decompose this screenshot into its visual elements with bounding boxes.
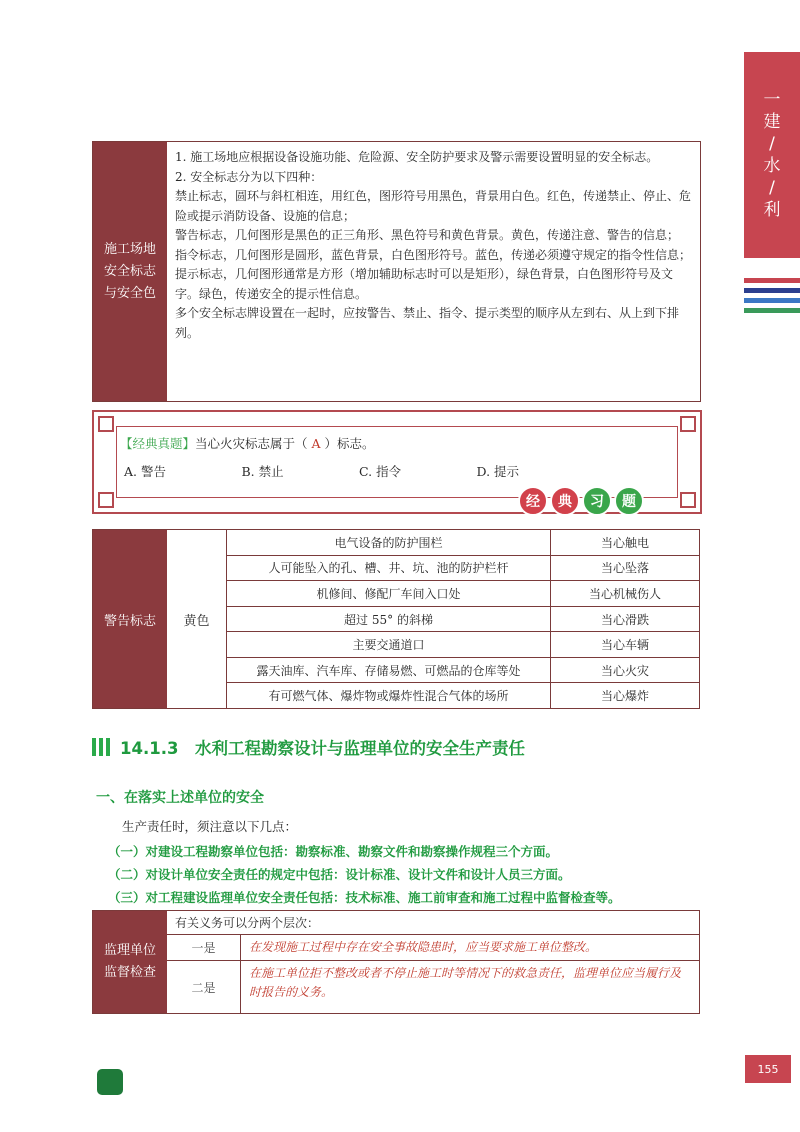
sign-cell: 当心滑跌 <box>600 612 649 627</box>
body-line: 警告标志，几何图形是黑色的正三角形、黑色符号和黄色背景。黄色，传递注意、警告的信息； <box>175 228 680 242</box>
heading-bars-icon <box>92 738 110 756</box>
sign-cell: 当心爆炸 <box>600 689 649 704</box>
paragraph: 生产责任时，须注意以下几点： <box>122 819 298 834</box>
badge-char: 典 <box>550 486 580 516</box>
sign-cell: 当心机械伤人 <box>588 586 661 601</box>
section-title: 14.1.3 水利工程勘察设计与监理单位的安全生产责任 <box>120 739 525 758</box>
stripe <box>744 278 800 283</box>
body-line: 指令标志，几何图形是圆形，蓝色背景，白色图形符号。蓝色，传递必须遵守规定的指令性信息； <box>175 247 692 262</box>
color-cell: 黄色 <box>167 530 227 708</box>
list-item: （一）对建设工程勘察单位包括：勘察标准、勘察文件和勘察操作规程三个方面。 <box>108 844 559 859</box>
body-line: 禁止标志，圆环与斜杠相连，用红色，图形符号用黑色，背景用白色。红色，传递禁止、停止、危险或提示消防设备、设施的信息； <box>175 189 692 223</box>
body-line: 提示标志，几何图形通常是方形（增加辅助标志时可以是矩形），绿色背景，白色图形符号及文字。绿色，传递安全的提示性信息。 <box>175 267 674 301</box>
option: B. 禁止 <box>241 464 284 479</box>
badge-char: 经 <box>518 486 548 516</box>
question-pre: 当心火灾标志属于（ <box>195 436 308 451</box>
sign-cell: 当心火灾 <box>600 663 649 678</box>
label-line: 监理单位 <box>103 943 156 958</box>
body-line: 1. 施工场地应根据设备设施功能、危险源、安全防护要求及警示需要设置明显的安全标志。 <box>175 150 659 164</box>
table-row <box>227 683 699 708</box>
exam-question-box <box>92 410 702 514</box>
answer: A <box>307 436 325 451</box>
publisher-logo-icon <box>97 1069 123 1095</box>
sign-cell: 当心车辆 <box>600 638 649 653</box>
option: A. 警告 <box>124 464 166 479</box>
frame-corner <box>98 492 114 508</box>
table-label <box>93 142 167 401</box>
table-label: 警告标志 <box>93 530 167 708</box>
question-tag: 【经典真题】 <box>120 436 196 451</box>
frame-corner <box>680 492 696 508</box>
supervision-table <box>92 910 700 1014</box>
table-label <box>93 911 167 1013</box>
level-text: 在发现施工过程中存在安全事故隐患时，应当要求施工单位整改。 <box>249 940 598 954</box>
question-text <box>120 434 375 452</box>
side-tab-char: 水 <box>763 156 781 176</box>
table-row <box>167 961 699 1013</box>
table-row <box>227 632 699 658</box>
table-body <box>167 142 700 401</box>
list-item: （三）对工程建设监理单位安全责任包括：技术标准、施工前审查和施工过程中监督检查等。 <box>108 890 621 905</box>
location-cell: 主要交通道口 <box>227 632 551 657</box>
warning-sign-table <box>92 529 700 709</box>
body-line: 多个安全标志牌设置在一起时，应按警告、禁止、指令、提示类型的顺序从左到右、从上到下排列。 <box>175 306 680 340</box>
option: C. 指令 <box>359 464 402 479</box>
option: D. 提示 <box>476 464 520 479</box>
location-cell: 露天油库、汽车库、存储易燃、可燃品的仓库等处 <box>227 658 551 683</box>
frame-corner <box>680 416 696 432</box>
sign-cell: 当心触电 <box>600 535 649 550</box>
stripe <box>744 298 800 303</box>
location-cell: 机修间、修配厂车间入口处 <box>227 581 551 606</box>
table-body <box>167 911 699 1013</box>
badge-char: 题 <box>614 486 644 516</box>
list-item: （二）对设计单位安全责任的规定中包括：设计标准、设计文件和设计人员三方面。 <box>108 867 571 882</box>
side-tab-char: 建 <box>763 112 781 132</box>
level-text: 在施工单位拒不整改或者不停止施工时等情况下的救急责任，监理单位应当履行及时报告的义务。 <box>249 966 682 999</box>
page-number: 155 <box>745 1055 791 1083</box>
label-line: 安全标志 <box>103 263 156 279</box>
frame-corner <box>98 416 114 432</box>
side-tab-char: 利 <box>763 200 781 220</box>
chapter-side-tab <box>744 52 800 258</box>
level-key: 二是 <box>167 961 241 1013</box>
exam-badge <box>518 486 644 516</box>
badge-char: 习 <box>582 486 612 516</box>
location-cell: 超过 55° 的斜梯 <box>227 607 551 632</box>
location-cell: 有可燃气体、爆炸物或爆炸性混合气体的场所 <box>227 683 551 708</box>
section-heading <box>92 735 525 759</box>
options <box>124 462 594 480</box>
table-rows <box>227 530 699 708</box>
table-row <box>227 556 699 582</box>
table-intro: 有关义务可以分两个层次： <box>167 911 699 935</box>
label-line: 与安全色 <box>103 285 156 301</box>
table-row <box>167 935 699 961</box>
stripe <box>744 288 800 293</box>
level-key: 一是 <box>167 935 241 960</box>
safety-sign-table <box>92 141 701 402</box>
subsection-title: 一、在落实上述单位的安全 <box>96 790 264 806</box>
table-row <box>227 530 699 556</box>
location-cell: 人可能坠入的孔、槽、井、坑、池的防护栏杆 <box>227 556 551 581</box>
side-tab-char: / <box>769 134 775 154</box>
table-row <box>227 607 699 633</box>
side-tab-char: / <box>769 178 775 198</box>
stripe <box>744 308 800 313</box>
table-row <box>227 581 699 607</box>
label-line: 监督检查 <box>103 965 156 980</box>
sign-cell: 当心坠落 <box>600 561 649 576</box>
decorative-stripes <box>744 278 800 318</box>
question-post: ）标志。 <box>324 436 375 451</box>
body-line: 2. 安全标志分为以下四种： <box>175 169 323 184</box>
label-line: 施工场地 <box>103 241 156 257</box>
side-tab-char: 一 <box>763 90 781 110</box>
table-row <box>227 658 699 684</box>
location-cell: 电气设备的防护围栏 <box>227 530 551 555</box>
item-list <box>108 840 621 909</box>
